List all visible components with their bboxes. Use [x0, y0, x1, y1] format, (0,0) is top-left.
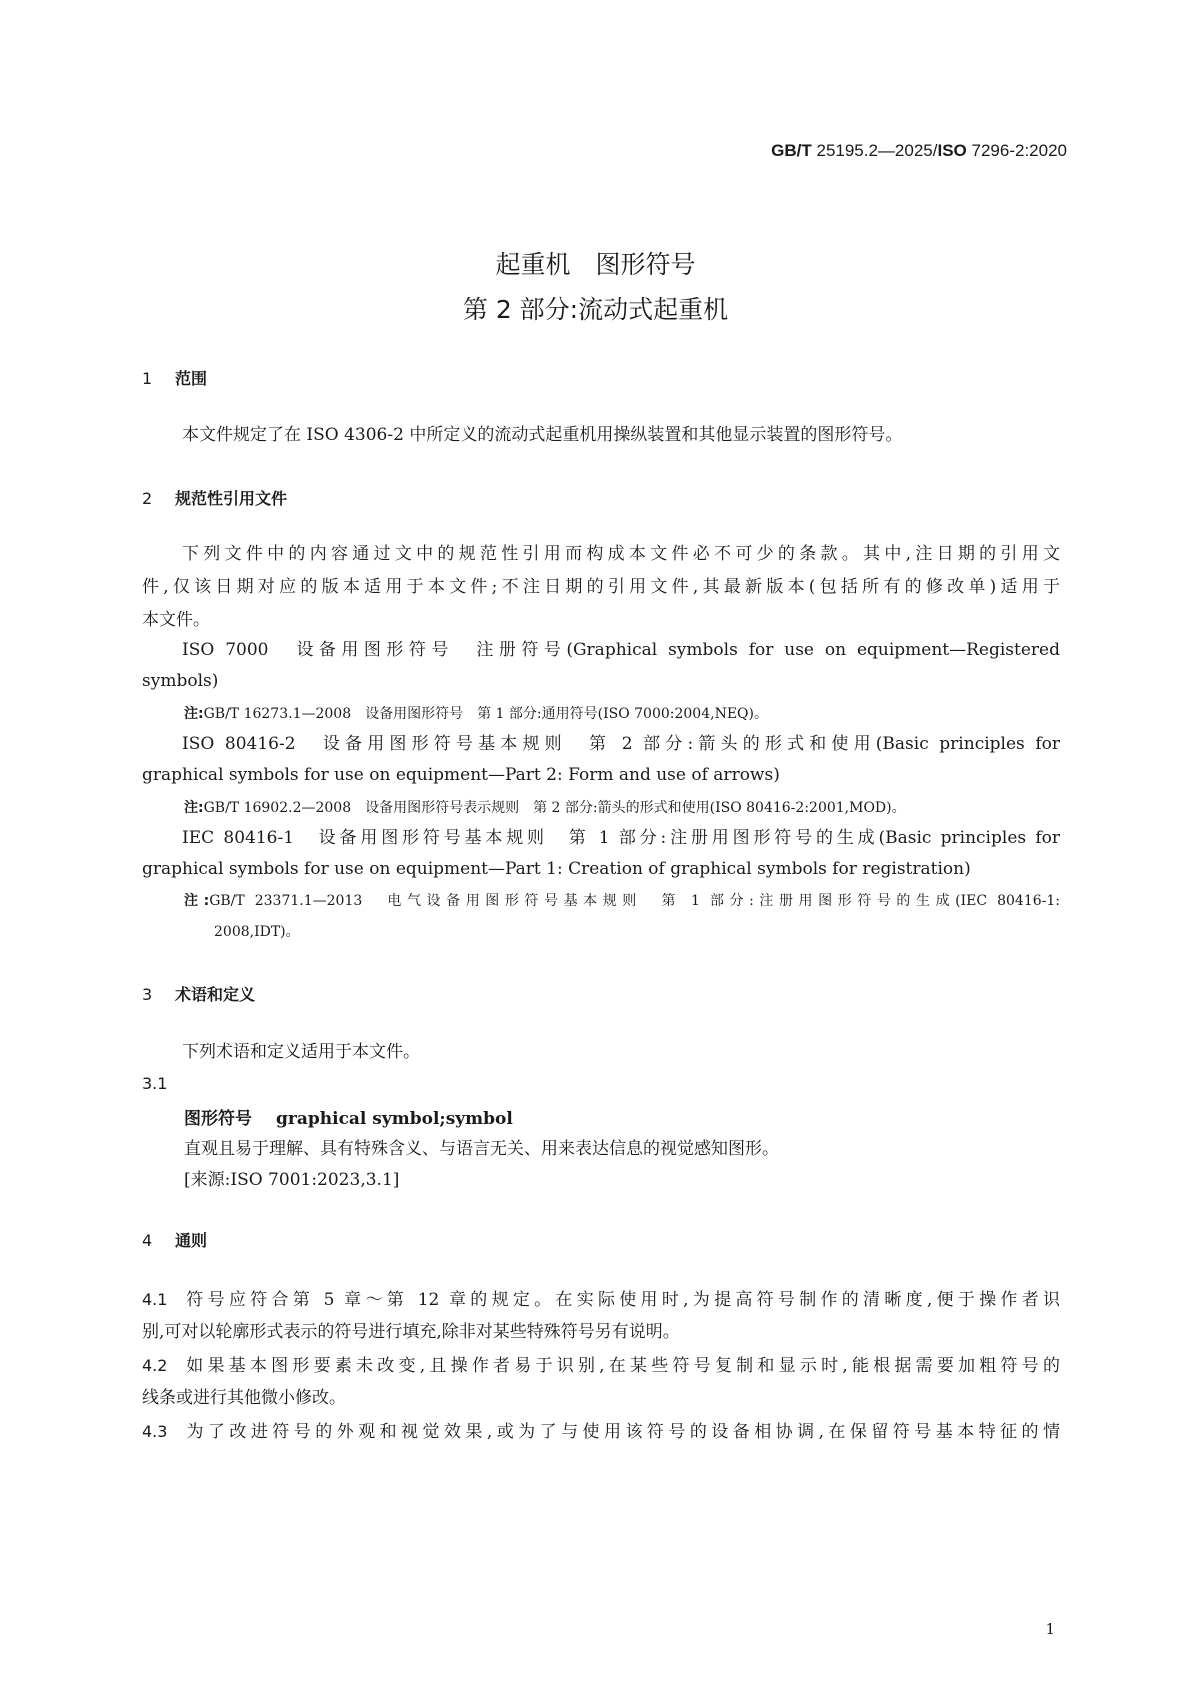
term-source: [来源:ISO 7001:2023,3.1]: [184, 1170, 400, 1190]
document-id: GB/T 25195.2—2025/ISO 7296-2:2020: [771, 141, 1067, 160]
section-3-heading: 3 术语和定义: [142, 985, 256, 1004]
term-number: 3.1: [142, 1074, 168, 1093]
note-1: 注:GB/T 16273.1—2008 设备用图形符号 第 1 部分:通用符号(ISO 7000:2004,NEQ)。: [184, 706, 768, 722]
note-3-line-2: 2008,IDT)。: [214, 924, 300, 940]
reference-iso-7000-line-1: ISO 7000 设备用图形符号 注册符号(Graphical symbols for use on equipment—Registered: [182, 640, 1060, 660]
clause-4-1-line-1: 4.1 符号应符合第 5 章～第 12 章的规定。在实际使用时,为提高符号制作的清晰度,便于操作者识: [142, 1290, 1060, 1310]
section-2-heading: 2 规范性引用文件: [142, 489, 288, 508]
clause-4-2-line-1: 4.2 如果基本图形要素未改变,且操作者易于识别,在某些符号复制和显示时,能根据需要加粗符号的: [142, 1356, 1060, 1376]
reference-iec-80416-1-line-1: IEC 80416-1 设备用图形符号基本规则 第 1 部分:注册用图形符号的生成(Basic principles for: [182, 828, 1060, 848]
reference-iso-7000-line-2: symbols): [142, 671, 219, 691]
title-line-1: 起重机 图形符号: [495, 250, 696, 279]
section-2-intro-line-2: 件,仅该日期对应的版本适用于本文件;不注日期的引用文件,其最新版本(包括所有的修改单)适用于: [142, 577, 1060, 597]
section-1-text: 本文件规定了在 ISO 4306-2 中所定义的流动式起重机用操纵装置和其他显示装置的图形符号。: [182, 425, 903, 445]
clause-4-2-line-2: 线条或进行其他微小修改。: [142, 1388, 346, 1408]
reference-iso-80416-2-line-2: graphical symbols for use on equipment—Part 2: Form and use of arrows): [142, 765, 780, 785]
term-definition: 直观且易于理解、具有特殊含义、与语言无关、用来表达信息的视觉感知图形。: [184, 1139, 779, 1159]
reference-iso-80416-2-line-1: ISO 80416-2 设备用图形符号基本规则 第 2 部分:箭头的形式和使用(Basic principles for: [182, 734, 1060, 754]
note-2: 注:GB/T 16902.2—2008 设备用图形符号表示规则 第 2 部分:箭头的形式和使用(ISO 80416-2:2001,MOD)。: [184, 800, 906, 816]
term-entry: 图形符号 graphical symbol;symbol: [184, 1109, 513, 1129]
section-1-heading: 1 范围: [142, 369, 208, 388]
section-4-heading: 4 通则: [142, 1231, 208, 1250]
note-3-line-1: 注:GB/T 23371.1—2013 电气设备用图形符号基本规则 第 1 部分:注册用图形符号的生成(IEC 80416-1:: [184, 893, 1060, 909]
clause-4-1-line-2: 别,可对以轮廓形式表示的符号进行填充,除非对某些特殊符号另有说明。: [142, 1322, 680, 1342]
page-number: 1: [1045, 1620, 1055, 1638]
section-2-intro-line-3: 本文件。: [142, 610, 210, 630]
title-line-2: 第 2 部分:流动式起重机: [462, 295, 729, 324]
clause-4-3-line-1: 4.3 为了改进符号的外观和视觉效果,或为了与使用该符号的设备相协调,在保留符号基本特征的情: [142, 1422, 1060, 1442]
reference-iec-80416-1-line-2: graphical symbols for use on equipment—Part 1: Creation of graphical symbols for registration): [142, 859, 971, 879]
section-2-intro-line-1: 下列文件中的内容通过文中的规范性引用而构成本文件必不可少的条款。其中,注日期的引用文: [182, 544, 1060, 564]
section-3-intro: 下列术语和定义适用于本文件。: [182, 1042, 420, 1062]
